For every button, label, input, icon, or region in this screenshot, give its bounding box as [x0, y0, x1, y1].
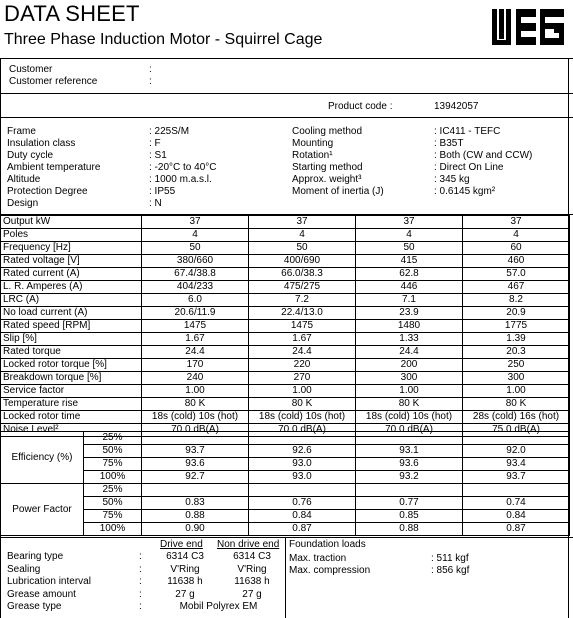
table-cell: 460 — [463, 255, 570, 268]
load-label: 25% — [84, 484, 142, 497]
spec-value: : B35T — [434, 138, 464, 149]
row-label: No load current (A) — [1, 307, 142, 320]
load-label: 50% — [84, 497, 142, 510]
table-cell: 4 — [249, 229, 356, 242]
table-cell: 22.4/13.0 — [249, 307, 356, 320]
table-cell: 1.00 — [142, 385, 249, 398]
colon: : — [139, 601, 142, 612]
customer-label: Customer — [9, 64, 53, 75]
table-cell: 220 — [249, 359, 356, 372]
divider — [285, 537, 286, 618]
spec-value: : F — [149, 138, 161, 149]
table-cell: 0.84 — [463, 510, 570, 523]
table-row — [1, 411, 570, 424]
grease-type-label: Grease type — [7, 601, 62, 612]
load-label: 100% — [84, 523, 142, 536]
max-traction-label: Max. traction — [289, 553, 347, 564]
table-row — [1, 307, 570, 320]
table-cell: 1475 — [249, 320, 356, 333]
table-cell: 300 — [356, 372, 463, 385]
table-row — [1, 281, 570, 294]
table-cell: 1775 — [463, 320, 570, 333]
spec-label: Rotation¹ — [292, 150, 333, 161]
table-cell: 20.3 — [463, 346, 570, 359]
table-row — [1, 523, 570, 536]
table-cell: 0.90 — [142, 523, 249, 536]
table-cell: 270 — [249, 372, 356, 385]
lubrication-interval-de: 11638 h — [167, 576, 203, 587]
table-row — [1, 385, 570, 398]
table-cell: 400/690 — [249, 255, 356, 268]
table-cell: 20.9 — [463, 307, 570, 320]
table-cell — [142, 432, 249, 445]
load-label: 50% — [84, 445, 142, 458]
row-label: L. R. Amperes (A) — [1, 281, 142, 294]
table-cell: 93.0 — [249, 458, 356, 471]
table-cell: 92.7 — [142, 471, 249, 484]
table-cell: 0.88 — [356, 523, 463, 536]
spec-label: Insulation class — [7, 138, 76, 149]
spec-value: : Both (CW and CCW) — [434, 150, 533, 161]
page-title: DATA SHEET — [4, 1, 140, 26]
table-cell: 24.4 — [356, 346, 463, 359]
divider — [0, 537, 573, 538]
table-row — [1, 484, 570, 497]
divider — [0, 93, 573, 94]
max-compression-label: Max. compression — [289, 565, 371, 576]
spec-label: Design — [7, 198, 39, 209]
table-cell: 0.83 — [142, 497, 249, 510]
table-cell — [356, 432, 463, 445]
row-label: Slip [%] — [1, 333, 142, 346]
table-cell: 93.4 — [463, 458, 570, 471]
table-cell: 80 K — [249, 398, 356, 411]
table-cell: 1.39 — [463, 333, 570, 346]
product-code-value: 13942057 — [434, 101, 479, 112]
table-row — [1, 242, 570, 255]
spec-value: : 0.6145 kgm² — [434, 186, 496, 197]
weg-logo-icon — [490, 3, 566, 51]
table-row — [1, 320, 570, 333]
sealing-nde: V'Ring — [237, 564, 267, 575]
table-cell: 80 K — [356, 398, 463, 411]
spec-label: Frame — [7, 126, 36, 137]
table-cell: 18s (cold) 10s (hot) — [356, 411, 463, 424]
table-cell: 93.6 — [142, 458, 249, 471]
table-cell: 240 — [142, 372, 249, 385]
spec-value: : 345 kg — [434, 174, 470, 185]
spec-label: Moment of inertia (J) — [292, 186, 384, 197]
table-cell: 300 — [463, 372, 570, 385]
grease-amount-de: 27 g — [175, 589, 195, 600]
efficiency-group-label: Efficiency (%) — [1, 432, 84, 484]
page-subtitle: Three Phase Induction Motor - Squirrel Cage — [4, 31, 323, 48]
drive-end-header: Drive end — [160, 539, 203, 550]
non-drive-end-header: Non drive end — [217, 539, 280, 550]
load-label: 100% — [84, 471, 142, 484]
table-cell: 380/660 — [142, 255, 249, 268]
table-cell: 23.9 — [356, 307, 463, 320]
table-row — [1, 359, 570, 372]
row-label: Locked rotor torque [%] — [1, 359, 142, 372]
spec-value: : IP55 — [149, 186, 176, 197]
table-row — [1, 268, 570, 281]
foundation-loads-title: Foundation loads — [289, 539, 366, 550]
lubrication-interval-label: Lubrication interval — [7, 576, 91, 587]
row-label: Breakdown torque [%] — [1, 372, 142, 385]
performance-table — [0, 215, 570, 437]
spec-value: : Direct On Line — [434, 162, 504, 173]
spec-label: Approx. weight³ — [292, 174, 362, 185]
table-row — [1, 510, 570, 523]
table-cell: 446 — [356, 281, 463, 294]
bearing-type-de: 6314 C3 — [166, 551, 204, 562]
table-cell: 4 — [142, 229, 249, 242]
table-cell: 1.00 — [356, 385, 463, 398]
table-cell: 93.6 — [356, 458, 463, 471]
spec-value: : 225S/M — [149, 126, 190, 137]
table-cell — [249, 432, 356, 445]
table-cell — [356, 484, 463, 497]
row-label: Output kW — [1, 216, 142, 229]
table-row — [1, 497, 570, 510]
table-row — [1, 398, 570, 411]
customer-reference-label: Customer reference — [9, 76, 98, 87]
table-row — [1, 471, 570, 484]
row-label: Frequency [Hz] — [1, 242, 142, 255]
max-compression-value: : 856 kgf — [431, 565, 470, 576]
table-cell: 0.77 — [356, 497, 463, 510]
table-cell: 92.0 — [463, 445, 570, 458]
table-cell: 92.6 — [249, 445, 356, 458]
table-cell: 37 — [463, 216, 570, 229]
spec-value: : -20°C to 40°C — [149, 162, 217, 173]
table-cell: 50 — [142, 242, 249, 255]
table-cell: 80 K — [142, 398, 249, 411]
bearing-type-nde: 6314 C3 — [233, 551, 271, 562]
spec-label: Starting method — [292, 162, 363, 173]
table-row — [1, 294, 570, 307]
table-cell — [463, 432, 570, 445]
customer-colon: : — [149, 64, 152, 75]
table-row — [1, 372, 570, 385]
table-cell: 60 — [463, 242, 570, 255]
table-cell: 1.67 — [249, 333, 356, 346]
table-cell: 57.0 — [463, 268, 570, 281]
table-cell: 80 K — [463, 398, 570, 411]
table-cell: 50 — [249, 242, 356, 255]
table-row — [1, 458, 570, 471]
table-cell: 37 — [142, 216, 249, 229]
table-cell: 70.0 dB(A) — [356, 424, 463, 437]
spec-value: : 1000 m.a.s.l. — [149, 174, 212, 185]
table-cell: 18s (cold) 10s (hot) — [249, 411, 356, 424]
row-label: Temperature rise — [1, 398, 142, 411]
table-row — [1, 229, 570, 242]
table-cell: 467 — [463, 281, 570, 294]
table-cell: 6.0 — [142, 294, 249, 307]
load-label: 25% — [84, 432, 142, 445]
table-cell: 24.4 — [249, 346, 356, 359]
table-cell: 37 — [249, 216, 356, 229]
table-row — [1, 432, 570, 445]
table-cell — [463, 484, 570, 497]
table-cell: 404/233 — [142, 281, 249, 294]
table-cell: 50 — [356, 242, 463, 255]
table-row — [1, 216, 570, 229]
row-label: Noise Level² — [1, 424, 142, 437]
table-cell: 0.87 — [249, 523, 356, 536]
customer-reference-colon: : — [149, 76, 152, 87]
row-label: Poles — [1, 229, 142, 242]
row-label: Rated speed [RPM] — [1, 320, 142, 333]
table-cell: 18s (cold) 10s (hot) — [142, 411, 249, 424]
table-cell: 8.2 — [463, 294, 570, 307]
table-cell: 93.7 — [142, 445, 249, 458]
table-cell: 1.67 — [142, 333, 249, 346]
spec-label: Ambient temperature — [7, 162, 101, 173]
table-cell: 93.1 — [356, 445, 463, 458]
bearing-type-label: Bearing type — [7, 551, 64, 562]
table-cell: 170 — [142, 359, 249, 372]
colon: : — [139, 589, 142, 600]
spec-label: Mounting — [292, 138, 334, 149]
table-cell: 1.00 — [463, 385, 570, 398]
product-code-label: Product code : — [328, 101, 393, 112]
row-label: Rated torque — [1, 346, 142, 359]
spec-label: Altitude — [7, 174, 41, 185]
table-cell: 66.0/38.3 — [249, 268, 356, 281]
colon: : — [139, 576, 142, 587]
spec-value: : S1 — [149, 150, 167, 161]
table-cell: 70.0 dB(A) — [249, 424, 356, 437]
table-cell: 1480 — [356, 320, 463, 333]
table-row — [1, 333, 570, 346]
table-cell — [249, 484, 356, 497]
table-cell: 415 — [356, 255, 463, 268]
table-cell: 0.76 — [249, 497, 356, 510]
table-cell: 4 — [356, 229, 463, 242]
table-cell: 28s (cold) 16s (hot) — [463, 411, 570, 424]
grease-amount-nde: 27 g — [242, 589, 262, 600]
spec-label: Duty cycle — [7, 150, 54, 161]
table-cell: 475/275 — [249, 281, 356, 294]
table-cell: 1.00 — [249, 385, 356, 398]
load-label: 75% — [84, 510, 142, 523]
grease-amount-label: Grease amount — [7, 589, 76, 600]
colon: : — [139, 564, 142, 575]
table-cell: 20.6/11.9 — [142, 307, 249, 320]
table-cell: 0.84 — [249, 510, 356, 523]
spec-label: Cooling method — [292, 126, 363, 137]
row-label: Locked rotor time — [1, 411, 142, 424]
spec-value: : IC411 - TEFC — [434, 126, 501, 137]
divider — [0, 58, 573, 59]
table-cell: 7.2 — [249, 294, 356, 307]
table-cell: 93.0 — [249, 471, 356, 484]
row-label: Service factor — [1, 385, 142, 398]
table-cell: 0.87 — [463, 523, 570, 536]
table-cell: 67.4/38.8 — [142, 268, 249, 281]
table-cell: 62.8 — [356, 268, 463, 281]
max-traction-value: : 511 kgf — [431, 553, 469, 564]
table-cell: 37 — [356, 216, 463, 229]
table-row — [1, 445, 570, 458]
table-cell: 24.4 — [142, 346, 249, 359]
table-cell: 4 — [463, 229, 570, 242]
table-cell: 0.85 — [356, 510, 463, 523]
table-row — [1, 346, 570, 359]
power-factor-group-label: Power Factor — [1, 484, 84, 536]
efficiency-power-factor-table — [0, 431, 570, 536]
colon: : — [139, 551, 142, 562]
row-label: LRC (A) — [1, 294, 142, 307]
spec-value: : N — [149, 198, 162, 209]
table-cell: 93.2 — [356, 471, 463, 484]
table-cell: 93.7 — [463, 471, 570, 484]
grease-type-value: Mobil Polyrex EM — [179, 601, 258, 612]
table-cell: 200 — [356, 359, 463, 372]
table-cell: 0.74 — [463, 497, 570, 510]
table-row — [1, 255, 570, 268]
table-cell — [142, 484, 249, 497]
table-cell: 250 — [463, 359, 570, 372]
row-label: Rated voltage [V] — [1, 255, 142, 268]
table-cell: 70.0 dB(A) — [142, 424, 249, 437]
sealing-de: V'Ring — [170, 564, 200, 575]
lubrication-interval-nde: 11638 h — [234, 576, 270, 587]
load-label: 75% — [84, 458, 142, 471]
spec-label: Protection Degree — [7, 186, 88, 197]
row-label: Rated current (A) — [1, 268, 142, 281]
table-cell: 75.0 dB(A) — [463, 424, 570, 437]
divider — [0, 117, 573, 118]
table-cell: 1475 — [142, 320, 249, 333]
table-cell: 1.33 — [356, 333, 463, 346]
table-cell: 7.1 — [356, 294, 463, 307]
table-cell: 0.88 — [142, 510, 249, 523]
sealing-label: Sealing — [7, 564, 41, 575]
